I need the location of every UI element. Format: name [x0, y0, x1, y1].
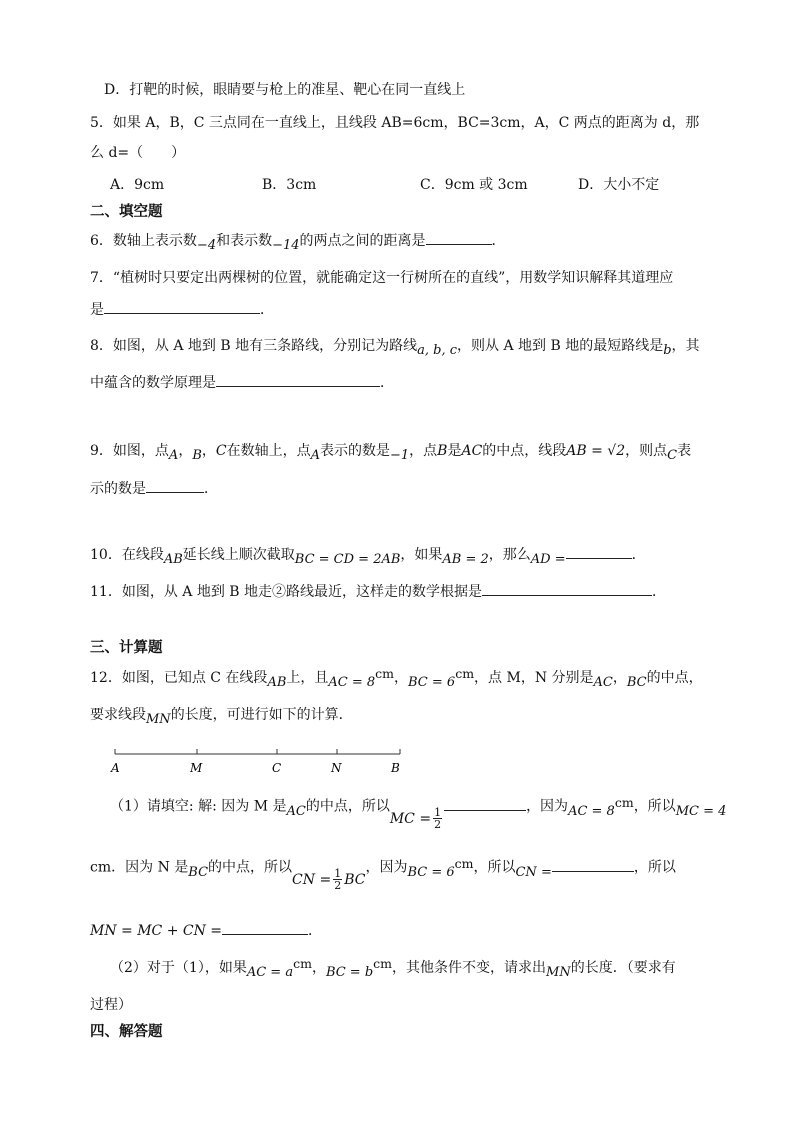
q12-part2-line2: 过程）	[90, 997, 132, 1013]
segment-figure	[100, 744, 420, 780]
label-a: A	[111, 761, 120, 775]
q4-option-d: D．打靶的时候，眼睛要与枪上的准星、靶心在同一直线上	[104, 82, 466, 98]
q10-answer-blank[interactable]	[566, 544, 632, 559]
q11-answer-blank[interactable]	[482, 581, 652, 596]
label-n: N	[331, 761, 342, 775]
label-c: C	[272, 761, 282, 775]
q6-stem: 6．数轴上表示数−4和表示数−14的两点之间的距离是 ．	[90, 230, 506, 252]
q11-stem: 11．如图，从 A 地到 B 地走②路线最近，这样走的数学根据是 ．	[90, 581, 666, 602]
q5-stem-line2: 么 d=（ ）	[90, 145, 186, 161]
q8-answer-blank[interactable]	[216, 372, 380, 387]
q7-stem-line2: 是 ．	[90, 299, 274, 320]
q9-answer-blank[interactable]	[146, 478, 204, 493]
q12-mc-blank[interactable]	[444, 796, 526, 811]
section-calculation-heading: 三、计算题	[90, 640, 163, 656]
label-b: B	[391, 761, 400, 775]
q6-number-2: −14	[272, 238, 300, 253]
q12-part1-line1: （1）请填空: 解: 因为 M 是AC的中点，所以MC = $\frac{1}{2}$ ，因为AC = 8cm，所以MC = 4	[110, 794, 727, 831]
q12-part1-line3: MN = MC + CN = ．	[90, 920, 322, 941]
q6-number-1: −4	[196, 238, 217, 253]
q9-stem-line2: 示的数是 ．	[90, 478, 218, 499]
q8-route-b: b	[663, 343, 672, 358]
one-half-fraction: $\frac{1}{2}$	[434, 806, 442, 831]
q12-part1-line2: cm．因为 N 是BC的中点，所以CN = $\frac{1}{2}$ BC，因为BC = 6cm，所以CN = ，所以	[90, 855, 676, 892]
q9-stem-line1: 9．如图，点A，B，C在数轴上，点A表示的数是−1，点B是AC的中点，线段AB = √2，则点C表	[90, 443, 692, 463]
q12-stem-line1: 12．如图，已知点 C 在线段AB上，且AC = 8cm，BC = 6cm，点 M，N 分别是AC，BC的中点，	[90, 666, 703, 690]
q5-option-d: D．大小不定	[578, 177, 660, 193]
q6-answer-blank[interactable]	[426, 230, 492, 245]
q12-stem-line2: 要求线段MN的长度，可进行如下的计算．	[90, 707, 353, 727]
section-answer-heading: 四、解答题	[90, 1024, 163, 1040]
section-fill-in-heading: 二、填空题	[90, 204, 163, 220]
q10-stem: 10．在线段AB延长线上顺次截取BC = CD = 2AB，如果AB = 2，那么AD = ．	[90, 544, 646, 566]
q12-cn-blank[interactable]	[552, 857, 634, 872]
q5-option-c: C．9cm 或 3cm	[420, 177, 528, 193]
q8-stem-line1: 8．如图，从 A 地到 B 地有三条路线，分别记为路线a, b, c，则从 A 地到 B 地的最短路线是b，其	[90, 338, 700, 358]
q12-part2-line1: （2）对于（1），如果AC = acm，BC = bcm，其他条件不变，请求出MN的长度．（要求有	[110, 956, 676, 980]
q8-stem-line2: 中蕴含的数学原理是 ．	[90, 372, 394, 393]
label-m: M	[190, 761, 203, 775]
q8-routes: a, b, c	[417, 343, 457, 358]
q5-stem-line1: 5．如果 A，B，C 三点同在一直线上，且线段 AB=6cm，BC=3cm，A，C 两点的距离为 d，那	[90, 115, 700, 131]
q5-option-a: A．9cm	[110, 177, 165, 193]
q12-mn-blank[interactable]	[222, 920, 308, 935]
q5-option-b: B．3cm	[262, 177, 317, 193]
q7-answer-blank[interactable]	[104, 299, 260, 314]
q7-stem-line1: 7．“植树时只要定出两棵树的位置，就能确定这一行树所在的直线”，用数学知识解释其道理应	[90, 270, 674, 286]
